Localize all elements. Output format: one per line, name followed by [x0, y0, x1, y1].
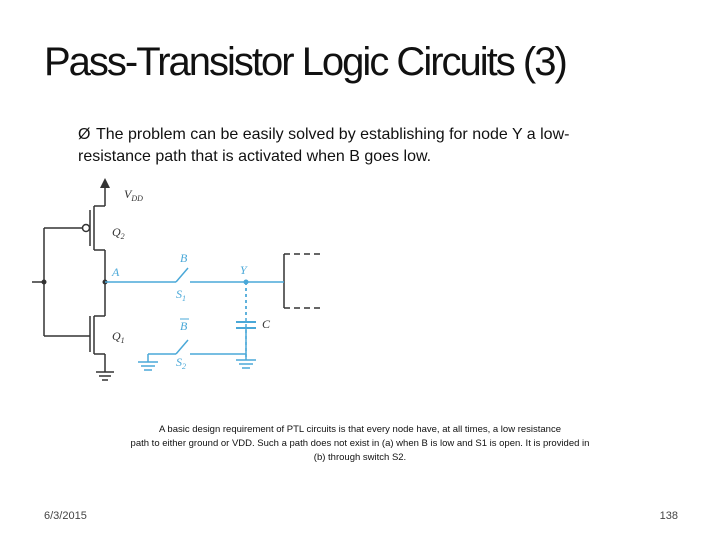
node-y-label: Y: [240, 263, 247, 277]
s2-label: $S_2$: [176, 355, 186, 371]
caption-line-1: A basic design requirement of PTL circuits is that every node have, at all times, a low resistance: [158, 424, 561, 435]
node-y-dot: [244, 280, 249, 285]
bbar-label: B: [180, 319, 188, 333]
bullet-point: [78, 124, 638, 168]
bullet-text: The problem can be easily solved by establishing for node Y a low-resistance path that is activated when B goes low.: [78, 126, 570, 165]
c-label: C: [262, 317, 271, 331]
switch-s1: [176, 268, 188, 282]
q1-label: $Q_1$: [112, 329, 125, 345]
switch-s2: [176, 340, 188, 354]
s1-label: $S_1$: [176, 287, 186, 303]
q2-label: $Q_2$: [112, 225, 125, 241]
caption-line-3: (b) through switch S2.: [313, 452, 407, 463]
vdd-arrow-icon: [100, 178, 110, 188]
b-label: B: [180, 251, 188, 265]
caption-line-2: path to either ground or VDD. Such a path does not exist in (a) when B is low and S1 is open. It is provided in: [130, 438, 590, 449]
slide-page-number: 138: [659, 510, 678, 522]
vdd-label: $V_{DD}$: [124, 187, 143, 203]
slide-date: 6/3/2015: [44, 510, 87, 522]
ptl-circuit-diagram: [28, 172, 348, 394]
node-a-label: A: [112, 265, 120, 279]
figure-caption: [100, 423, 620, 465]
q2-bubble: [83, 225, 90, 232]
bullet-arrow-icon: Ø: [78, 126, 91, 143]
slide-title: Pass-Transistor Logic Circuits (3): [44, 40, 566, 84]
